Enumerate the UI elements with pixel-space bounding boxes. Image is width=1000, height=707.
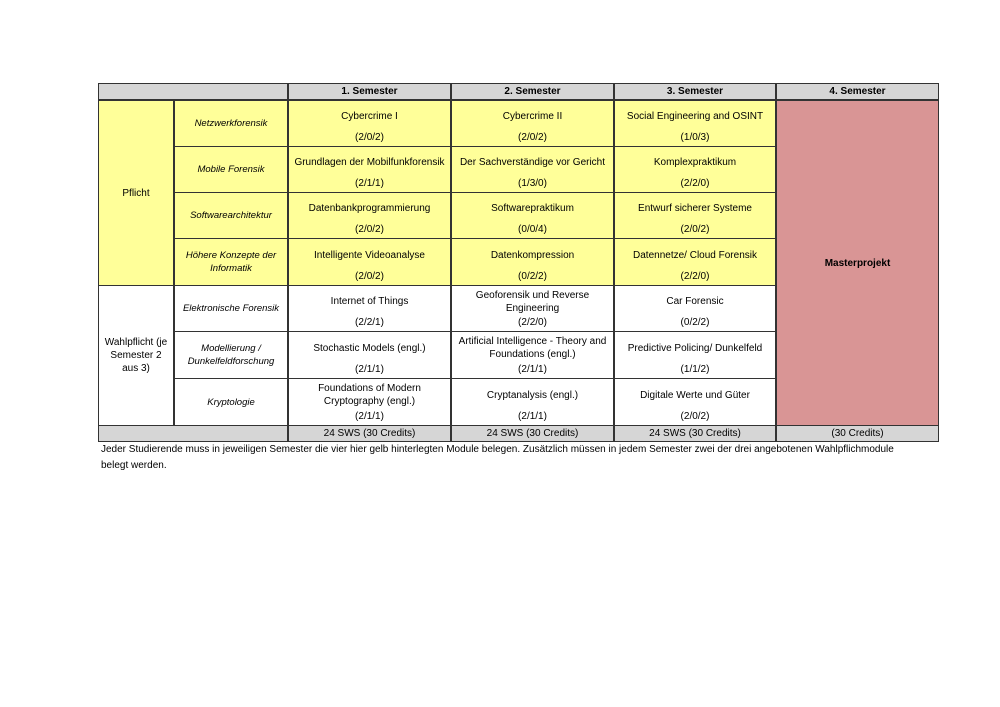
module-name: Predictive Policing/ Dunkelfeld — [627, 342, 763, 354]
module-cell — [451, 238, 614, 286]
topic-netzwerkforensik: Netzwerkforensik — [174, 100, 288, 147]
module-sws: (2/1/1) — [355, 411, 384, 422]
group-wahlpflicht — [98, 285, 174, 426]
module-cell — [614, 100, 776, 147]
header-semester-1: 1. Semester — [288, 83, 451, 100]
module-cell — [288, 146, 451, 193]
footnote: Jeder Studierende muss in jeweiligen Semester die vier hier gelb hinterlegten Module belegen. Zusätzlich müssen in jedem Semester zwei der drei angebotenen Wahlpflichmodule belegt werden. — [101, 444, 894, 471]
module-sws: (0/0/4) — [518, 224, 547, 235]
module-sws: (2/2/1) — [355, 317, 384, 328]
module-name: Digitale Werte und Güter — [640, 389, 750, 401]
module-name: Grundlagen der Mobilfunkforensik — [294, 157, 445, 168]
module-sws: (2/2/0) — [680, 178, 710, 189]
module-name: Entwurf sicherer Systeme — [638, 203, 752, 214]
header-semester-3: 3. Semester — [614, 83, 776, 100]
module-sws: (0/2/2) — [680, 317, 710, 328]
module-name: Internet of Things — [330, 296, 409, 307]
module-cell — [614, 285, 776, 332]
module-cell — [614, 146, 776, 193]
module-name: Cybercrime I — [341, 111, 398, 122]
module-name: Datenkompression — [490, 249, 575, 261]
module-cell — [451, 285, 614, 332]
module-cell — [614, 238, 776, 286]
module-sws: (2/2/0) — [680, 271, 710, 282]
topic-mobile-forensik: Mobile Forensik — [174, 146, 288, 193]
module-sws: (1/3/0) — [518, 178, 547, 189]
module-name: Datennetze/ Cloud Forensik — [633, 249, 757, 261]
module-name: Cryptanalysis (engl.) — [486, 389, 579, 401]
topic-elektronische-forensik: Elektronische Forensik — [174, 285, 288, 332]
module-cell — [614, 192, 776, 239]
module-name: Der Sachverständige vor Gericht — [459, 157, 606, 168]
module-cell — [451, 100, 614, 147]
module-sws: (2/0/2) — [355, 224, 384, 235]
topic-softwarearchitektur: Softwarearchitektur — [174, 192, 288, 239]
header-semester-2: 2. Semester — [451, 83, 614, 100]
total-semester-3: 24 SWS (30 Credits) — [614, 425, 776, 442]
module-sws: (2/1/1) — [355, 178, 384, 189]
group-pflicht: Pflicht — [98, 100, 174, 286]
module-cell — [451, 146, 614, 193]
totals-label-cell — [98, 425, 288, 442]
module-cell — [451, 378, 614, 426]
module-name: Social Engineering and OSINT — [626, 111, 764, 122]
total-semester-1: 24 SWS (30 Credits) — [288, 425, 451, 442]
module-cell — [614, 331, 776, 379]
module-name: Softwarepraktikum — [491, 203, 574, 214]
module-cell — [614, 378, 776, 426]
module-cell — [451, 192, 614, 239]
module-name: Komplexpraktikum — [653, 157, 737, 168]
module-sws: (2/0/2) — [355, 132, 384, 143]
module-cell — [288, 285, 451, 332]
module-sws: (2/0/2) — [680, 224, 710, 235]
module-name: Stochastic Models (engl.) — [313, 342, 426, 354]
module-name: Intelligente Videoanalyse — [313, 249, 425, 261]
module-sws: (2/2/0) — [518, 317, 547, 328]
topic-kryptologie: Kryptologie — [174, 378, 288, 426]
header-semester-4: 4. Semester — [776, 83, 939, 100]
module-name: Foundations of Modern Cryptography (engl.) — [318, 383, 421, 407]
module-name: Geoforensik und Reverse Engineering — [475, 289, 590, 314]
module-sws: (2/1/1) — [518, 411, 547, 422]
total-semester-4: (30 Credits) — [776, 425, 939, 442]
module-sws: (2/0/2) — [680, 411, 710, 422]
module-name: Datenbankprogrammierung — [308, 203, 431, 214]
module-sws: (2/1/1) — [355, 364, 384, 375]
header-corner — [98, 83, 288, 100]
module-cell — [451, 331, 614, 379]
module-sws: (2/0/2) — [518, 132, 547, 143]
group-wahlpflicht-label: Wahlpflicht (je Semester 2 aus 3) — [104, 337, 168, 374]
topic-modellierung: Modellierung / Dunkelfeldforschung — [174, 331, 288, 379]
module-sws: (2/1/1) — [518, 364, 547, 375]
module-sws: (2/0/2) — [355, 271, 384, 282]
module-sws: (1/1/2) — [680, 364, 710, 375]
total-semester-2: 24 SWS (30 Credits) — [451, 425, 614, 442]
masterprojekt-cell: Masterprojekt — [776, 100, 939, 426]
module-cell — [288, 378, 451, 426]
module-name: Car Forensic — [666, 296, 724, 307]
module-cell — [288, 192, 451, 239]
module-name: Artificial Intelligence - Theory and Foundations (engl.) — [458, 336, 607, 360]
module-cell — [288, 100, 451, 147]
module-cell — [288, 238, 451, 286]
module-sws: (0/2/2) — [518, 271, 547, 282]
module-cell — [288, 331, 451, 379]
topic-hoehere-konzepte: Höhere Konzepte der Informatik — [174, 238, 288, 286]
module-sws: (1/0/3) — [680, 132, 710, 143]
module-name: Cybercrime II — [502, 111, 563, 122]
